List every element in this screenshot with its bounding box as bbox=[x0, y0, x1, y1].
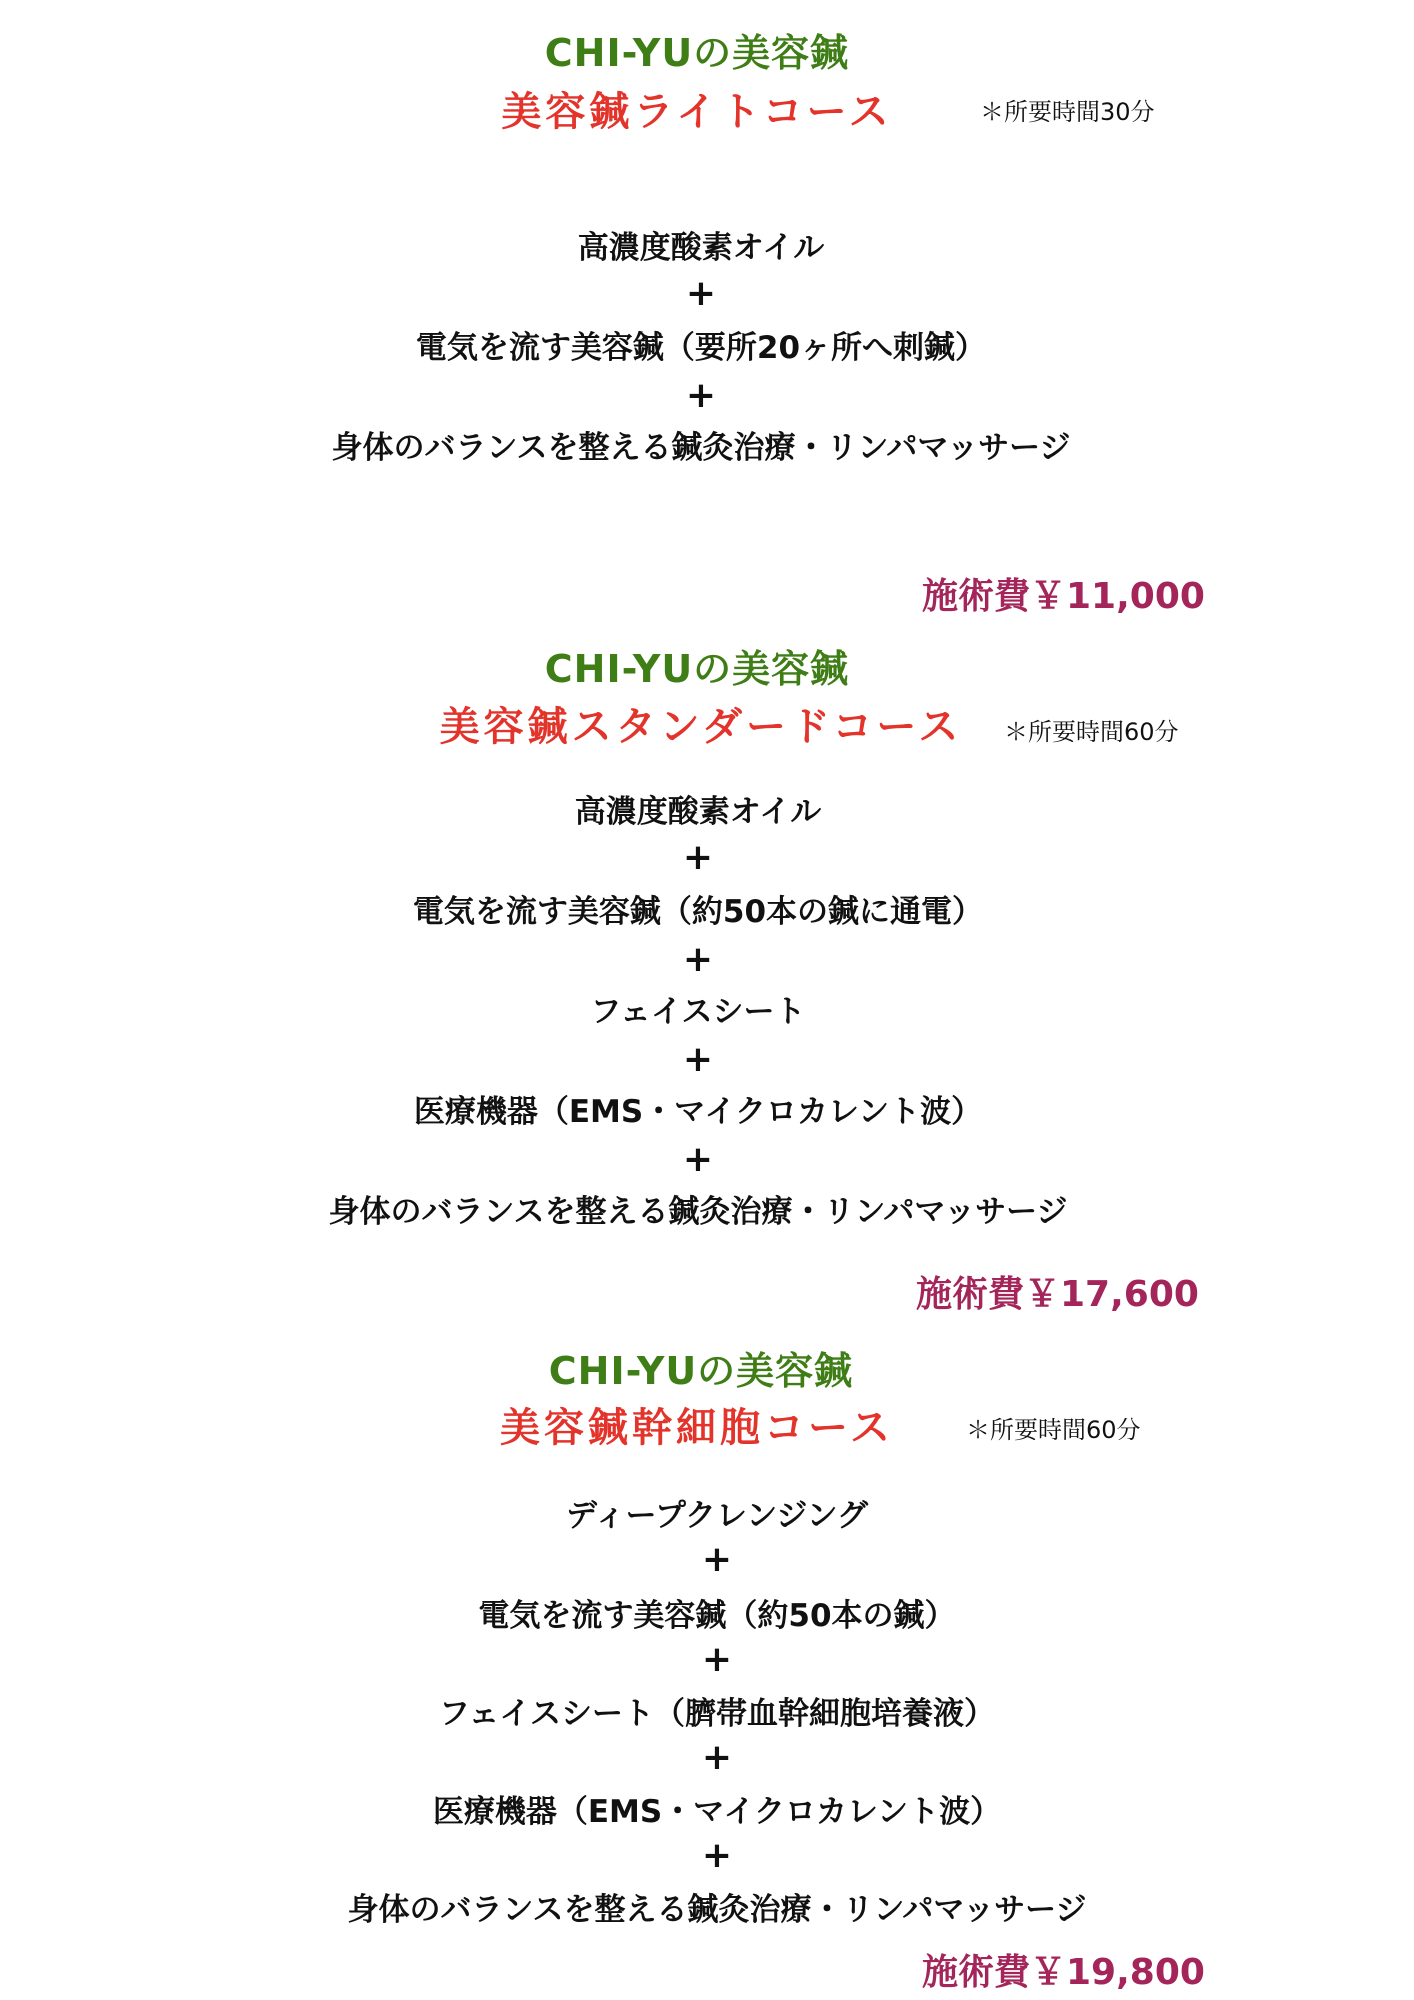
brand-title: CHI-YUの美容鍼 bbox=[544, 31, 850, 75]
plus-sign: + bbox=[685, 273, 717, 314]
treatment-item: 電気を流す美容鍼（約50本の鍼に通電） bbox=[412, 894, 984, 930]
treatment-item: 電気を流す美容鍼（要所20ヶ所へ刺鍼） bbox=[415, 330, 987, 366]
course-name: 美容鍼幹細胞コース bbox=[500, 1405, 894, 1451]
price-label: 施術費￥11,000 bbox=[922, 576, 1205, 617]
treatment-item: フェイスシート bbox=[590, 994, 806, 1030]
treatment-item: 医療機器（EMS・マイクロカレント波） bbox=[413, 1094, 983, 1130]
treatment-item: 高濃度酸素オイル bbox=[574, 794, 822, 830]
plus-sign: + bbox=[701, 1539, 733, 1580]
price-label: 施術費￥17,600 bbox=[916, 1274, 1199, 1315]
duration-note: ＊所要時間60分 bbox=[1004, 718, 1179, 746]
duration-note: ＊所要時間30分 bbox=[980, 98, 1155, 126]
duration-note: ＊所要時間60分 bbox=[966, 1416, 1141, 1444]
treatment-item: 身体のバランスを整える鍼灸治療・リンパマッサージ bbox=[331, 430, 1071, 466]
treatment-item: 高濃度酸素オイル bbox=[577, 230, 825, 266]
course-name: 美容鍼スタンダードコース bbox=[439, 704, 963, 750]
plus-sign: + bbox=[682, 837, 714, 878]
treatment-item: 身体のバランスを整える鍼灸治療・リンパマッサージ bbox=[328, 1194, 1068, 1230]
treatment-item: フェイスシート（臍帯血幹細胞培養液） bbox=[438, 1696, 996, 1732]
plus-sign: + bbox=[701, 1639, 733, 1680]
treatment-item: 医療機器（EMS・マイクロカレント波） bbox=[432, 1794, 1002, 1830]
plus-sign: + bbox=[682, 1039, 714, 1080]
brand-title: CHI-YUの美容鍼 bbox=[548, 1349, 854, 1393]
treatment-item: 電気を流す美容鍼（約50本の鍼） bbox=[478, 1598, 956, 1634]
price-label: 施術費￥19,800 bbox=[922, 1952, 1205, 1993]
plus-sign: + bbox=[682, 1139, 714, 1180]
plus-sign: + bbox=[682, 939, 714, 980]
treatment-item: 身体のバランスを整える鍼灸治療・リンパマッサージ bbox=[347, 1892, 1087, 1928]
treatment-item: ディープクレンジング bbox=[565, 1498, 869, 1534]
plus-sign: + bbox=[701, 1835, 733, 1876]
plus-sign: + bbox=[685, 375, 717, 416]
course-name: 美容鍼ライトコース bbox=[501, 89, 893, 135]
plus-sign: + bbox=[701, 1737, 733, 1778]
brand-title: CHI-YUの美容鍼 bbox=[544, 647, 850, 691]
